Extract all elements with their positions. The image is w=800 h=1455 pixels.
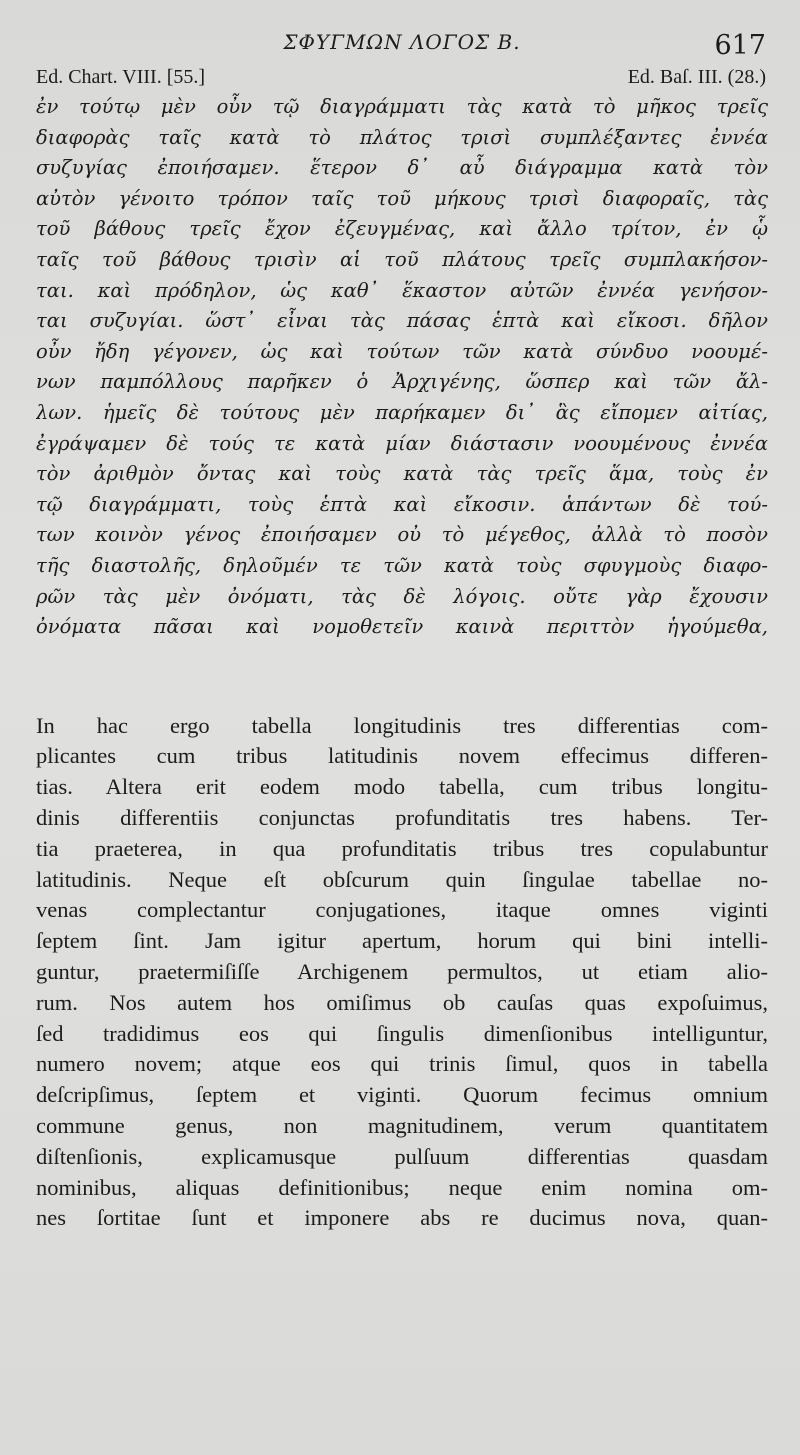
greek-line: ται. καὶ πρόδηλον, ὡς καθ᾽ ἕκαστον αὐτῶν ἐννέα γενήσον- [36, 278, 768, 302]
latin-line: venas complectantur conjugationes, itaque omnes viginti [36, 897, 768, 923]
greek-text [36, 92, 768, 643]
latin-line: commune genus, non magnitudinem, verum quantitatem [36, 1113, 768, 1139]
latin-translation [36, 711, 768, 1235]
edition-chart-reference: Ed. Chart. VIII. [55.] [36, 66, 206, 88]
greek-line: διαφορὰς ταῖς κατὰ τὸ πλάτος τρισὶ συμπλέξαντες ἐννέα [36, 125, 768, 149]
latin-line: latitudinis. Neque eſt obſcurum quin ſingulae tabellae no- [36, 866, 768, 892]
greek-line: ἐν τούτῳ μὲν οὖν τῷ διαγράμματι τὰς κατὰ τὸ μῆκος τρεῖς [36, 95, 768, 118]
edition-references [36, 62, 768, 92]
greek-line: ὀνόματα πᾶσαι καὶ νομοθετεῖν καινὰ περιττὸν ἡγούμεθα, [36, 615, 768, 639]
greek-line: αὐτὸν γένοιτο τρόπον ταῖς τοῦ μήκους τρισὶ διαφοραῖς, τὰς [36, 186, 768, 210]
edition-basel-reference: Ed. Baſ. III. (28.) [627, 66, 766, 88]
latin-line: deſcripſimus, ſeptem et viginti. Quorum fecimus omnium [36, 1082, 768, 1108]
greek-line: συζυγίας ἐποιήσαμεν. ἕτερον δ᾽ αὖ διάγραμμα κατὰ τὸν [36, 156, 768, 180]
latin-line: numero novem; atque eos qui trinis ſimul, quos in tabella [36, 1051, 768, 1077]
latin-line: tias. Altera erit eodem modo tabella, cum tribus longitu- [36, 774, 768, 800]
latin-line: rum. Nos autem hos omiſimus ob cauſas quas expoſuimus, [36, 989, 768, 1015]
page-number: 617 [714, 30, 766, 61]
greek-line: ρῶν τὰς μὲν ὀνόματι, τὰς δὲ λόγοις. οὔτε γὰρ ἔχουσιν [36, 584, 768, 608]
greek-line: τῷ διαγράμματι, τοὺς ἑπτὰ καὶ εἴκοσιν. ἁπάντων δὲ τού- [36, 492, 768, 516]
greek-line: ταῖς τοῦ βάθους τρισὶν αἱ τοῦ πλάτους τρεῖς συμπλακήσον- [36, 247, 768, 271]
latin-line: nes ſortitae ſunt et imponere abs re ducimus nova, quan- [36, 1205, 768, 1231]
greek-line: ται συζυγίαι. ὥστ᾽ εἶναι τὰς πάσας ἑπτὰ καὶ εἴκοσι. δῆλον [36, 309, 768, 333]
greek-line: τοῦ βάθους τρεῖς ἔχον ἐζευγμένας, καὶ ἄλλο τρίτον, ἐν ᾧ [36, 217, 768, 241]
greek-line: ἐγράψαμεν δὲ τούς τε κατὰ μίαν διάστασιν νοουμένους ἐννέα [36, 431, 768, 455]
running-head [36, 0, 768, 62]
greek-line: νων παμπόλλους παρῆκεν ὁ Ἀρχιγένης, ὥσπερ καὶ τῶν ἄλ- [36, 370, 768, 394]
latin-line: In hac ergo tabella longitudinis tres differentias com- [36, 712, 768, 738]
latin-line: plicantes cum tribus latitudinis novem effecimus differen- [36, 743, 768, 769]
latin-line: tia praeterea, in qua profunditatis tribus tres copulabuntur [36, 835, 768, 861]
greek-line: λων. ἡμεῖς δὲ τούτους μὲν παρήκαμεν δι᾽ ἃς εἴπομεν αἰτίας, [36, 400, 768, 424]
latin-line: ſed tradidimus eos qui ſingulis dimenſionibus intelliguntur, [36, 1020, 768, 1046]
greek-line: τὸν ἀριθμὸν ὄντας καὶ τοὺς κατὰ τὰς τρεῖς ἅμα, τοὺς ἐν [36, 462, 768, 486]
latin-line: diſtenſionis, explicamusque pulſuum differentias quasdam [36, 1143, 768, 1169]
greek-line: των κοινὸν γένος ἐποιήσαμεν οὐ τὸ μέγεθος, ἀλλὰ τὸ ποσὸν [36, 523, 768, 547]
greek-line: οὖν ἤδη γέγονεν, ὡς καὶ τούτων τῶν κατὰ σύνδυο νοουμέ- [36, 339, 768, 363]
greek-line: τῆς διαστολῆς, δηλοῦμέν τε τῶν κατὰ τοὺς σφυγμοὺς διαφο- [36, 553, 768, 577]
latin-line: guntur, praetermiſiſſe Archigenem permultos, ut etiam alio- [36, 959, 768, 985]
latin-line: ſeptem ſint. Jam igitur apertum, horum qui bini intelli- [36, 928, 768, 954]
running-title: ΣΦΥΓΜΩΝ ΛΟΓΟΣ Β. [283, 30, 521, 54]
latin-line: nominibus, aliquas definitionibus; neque enim nomina om- [36, 1174, 768, 1200]
latin-line: dinis differentiis conjunctas profunditatis tres habens. Ter- [36, 805, 768, 831]
